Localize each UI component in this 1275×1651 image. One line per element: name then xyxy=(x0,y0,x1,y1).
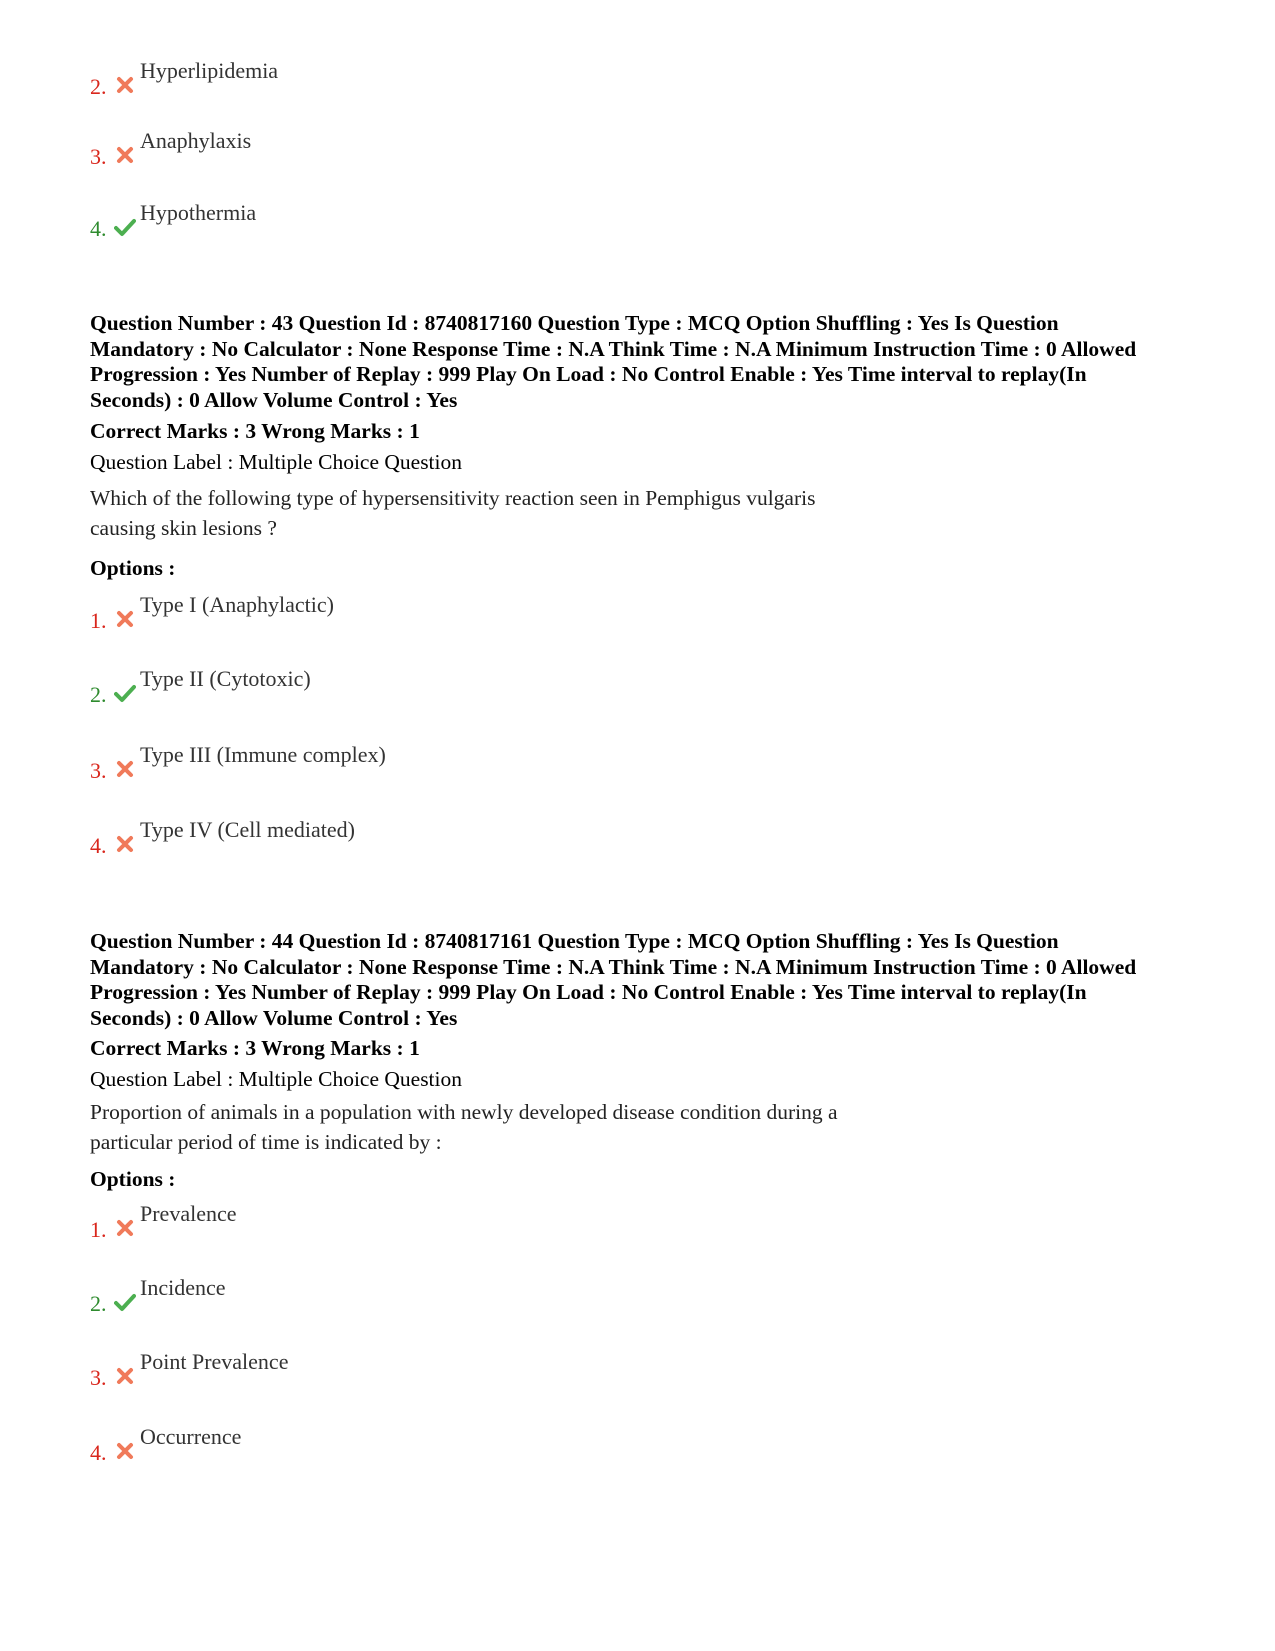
cross-icon xyxy=(114,758,136,780)
cross-icon xyxy=(114,1440,136,1462)
question-text-line: Which of the following type of hypersensitivity reaction seen in Pemphigus vulgaris xyxy=(90,486,816,510)
option-number: 4. xyxy=(90,1440,107,1465)
question-text-line: causing skin lesions ? xyxy=(90,516,277,540)
question-text-line: particular period of time is indicated by : xyxy=(90,1130,442,1154)
option-row xyxy=(90,1201,690,1241)
option-row xyxy=(90,1349,690,1389)
option-row xyxy=(90,666,690,706)
question-text xyxy=(90,483,890,543)
option-row xyxy=(90,200,690,240)
cross-icon xyxy=(114,1365,136,1387)
option-number: 4. xyxy=(90,833,107,858)
cross-icon xyxy=(114,144,136,166)
question-text xyxy=(90,1097,890,1157)
option-number: 3. xyxy=(90,758,107,783)
option-text: Anaphylaxis xyxy=(140,128,252,153)
check-icon xyxy=(114,216,136,238)
option-number: 2. xyxy=(90,1291,107,1316)
question-marks: Correct Marks : 3 Wrong Marks : 1 xyxy=(90,419,420,443)
option-text: Type IV (Cell mediated) xyxy=(140,817,355,842)
option-row xyxy=(90,58,690,98)
cross-icon xyxy=(114,833,136,855)
option-number: 2. xyxy=(90,682,107,707)
cross-icon xyxy=(114,1217,136,1239)
option-text: Prevalence xyxy=(140,1201,237,1226)
option-text: Occurrence xyxy=(140,1424,242,1449)
options-heading: Options : xyxy=(90,1167,176,1191)
option-number: 1. xyxy=(90,608,107,633)
option-number: 3. xyxy=(90,1365,107,1390)
question-metadata: Question Number : 43 Question Id : 8740817160 Question Type : MCQ Option Shuffling : Yes Is Question Mandatory : No Calculator : None Response Time : N.A Think Time : N.A Minimum Instruction Time : 0 Allowed Progression : Yes Number of Replay : 999 Play On Load : No Control Enable : Yes Time interval to replay(In Seconds) : 0 Allow Volume Control : Yes xyxy=(90,311,1137,412)
option-text: Point Prevalence xyxy=(140,1349,289,1374)
option-row xyxy=(90,817,690,857)
option-number: 3. xyxy=(90,144,107,169)
option-row xyxy=(90,1424,690,1464)
cross-icon xyxy=(114,608,136,630)
option-number: 4. xyxy=(90,216,107,241)
option-row xyxy=(90,1275,690,1315)
option-text: Type III (Immune complex) xyxy=(140,742,386,767)
option-text: Hypothermia xyxy=(140,200,257,225)
question-label: Question Label : Multiple Choice Question xyxy=(90,1067,463,1091)
option-text: Type II (Cytotoxic) xyxy=(140,666,311,691)
check-icon xyxy=(114,682,136,704)
option-text: Incidence xyxy=(140,1275,226,1300)
option-number: 1. xyxy=(90,1217,107,1242)
option-row xyxy=(90,742,690,782)
question-marks: Correct Marks : 3 Wrong Marks : 1 xyxy=(90,1036,420,1060)
question-text-line: Proportion of animals in a population with newly developed disease condition during a xyxy=(90,1100,838,1124)
option-text: Type I (Anaphylactic) xyxy=(140,592,334,617)
question-label: Question Label : Multiple Choice Question xyxy=(90,450,463,474)
cross-icon xyxy=(114,74,136,96)
check-icon xyxy=(114,1291,136,1313)
options-heading: Options : xyxy=(90,556,176,580)
option-number: 2. xyxy=(90,74,107,99)
option-text: Hyperlipidemia xyxy=(140,58,279,83)
option-row xyxy=(90,128,690,168)
option-row xyxy=(90,592,690,632)
question-metadata: Question Number : 44 Question Id : 8740817161 Question Type : MCQ Option Shuffling : Yes Is Question Mandatory : No Calculator : None Response Time : N.A Think Time : N.A Minimum Instruction Time : 0 Allowed Progression : Yes Number of Replay : 999 Play On Load : No Control Enable : Yes Time interval to replay(In Seconds) : 0 Allow Volume Control : Yes xyxy=(90,929,1137,1030)
